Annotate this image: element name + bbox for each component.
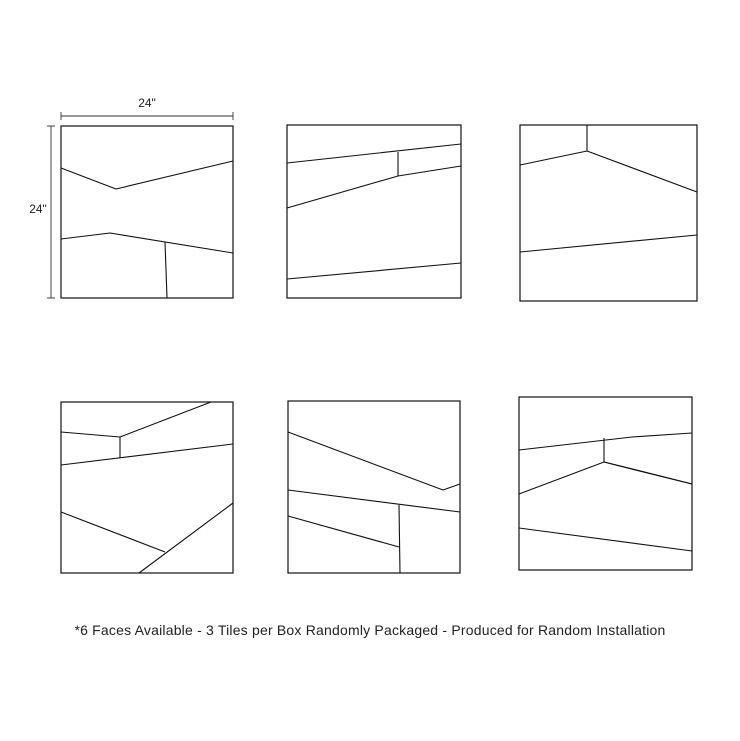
tile-face-3 xyxy=(520,125,697,301)
tile-face-5 xyxy=(288,401,460,573)
width-label: 24" xyxy=(138,96,156,110)
tile-face-6 xyxy=(519,397,692,570)
tile-face-1 xyxy=(61,126,233,298)
tile-face-4 xyxy=(61,402,233,573)
tile-face-2 xyxy=(287,125,461,298)
height-label: 24" xyxy=(29,202,47,216)
height-dimension xyxy=(29,126,55,298)
width-dimension xyxy=(61,96,233,120)
caption-note: *6 Faces Available - 3 Tiles per Box Randomly Packaged - Produced for Random Installation xyxy=(74,622,666,638)
